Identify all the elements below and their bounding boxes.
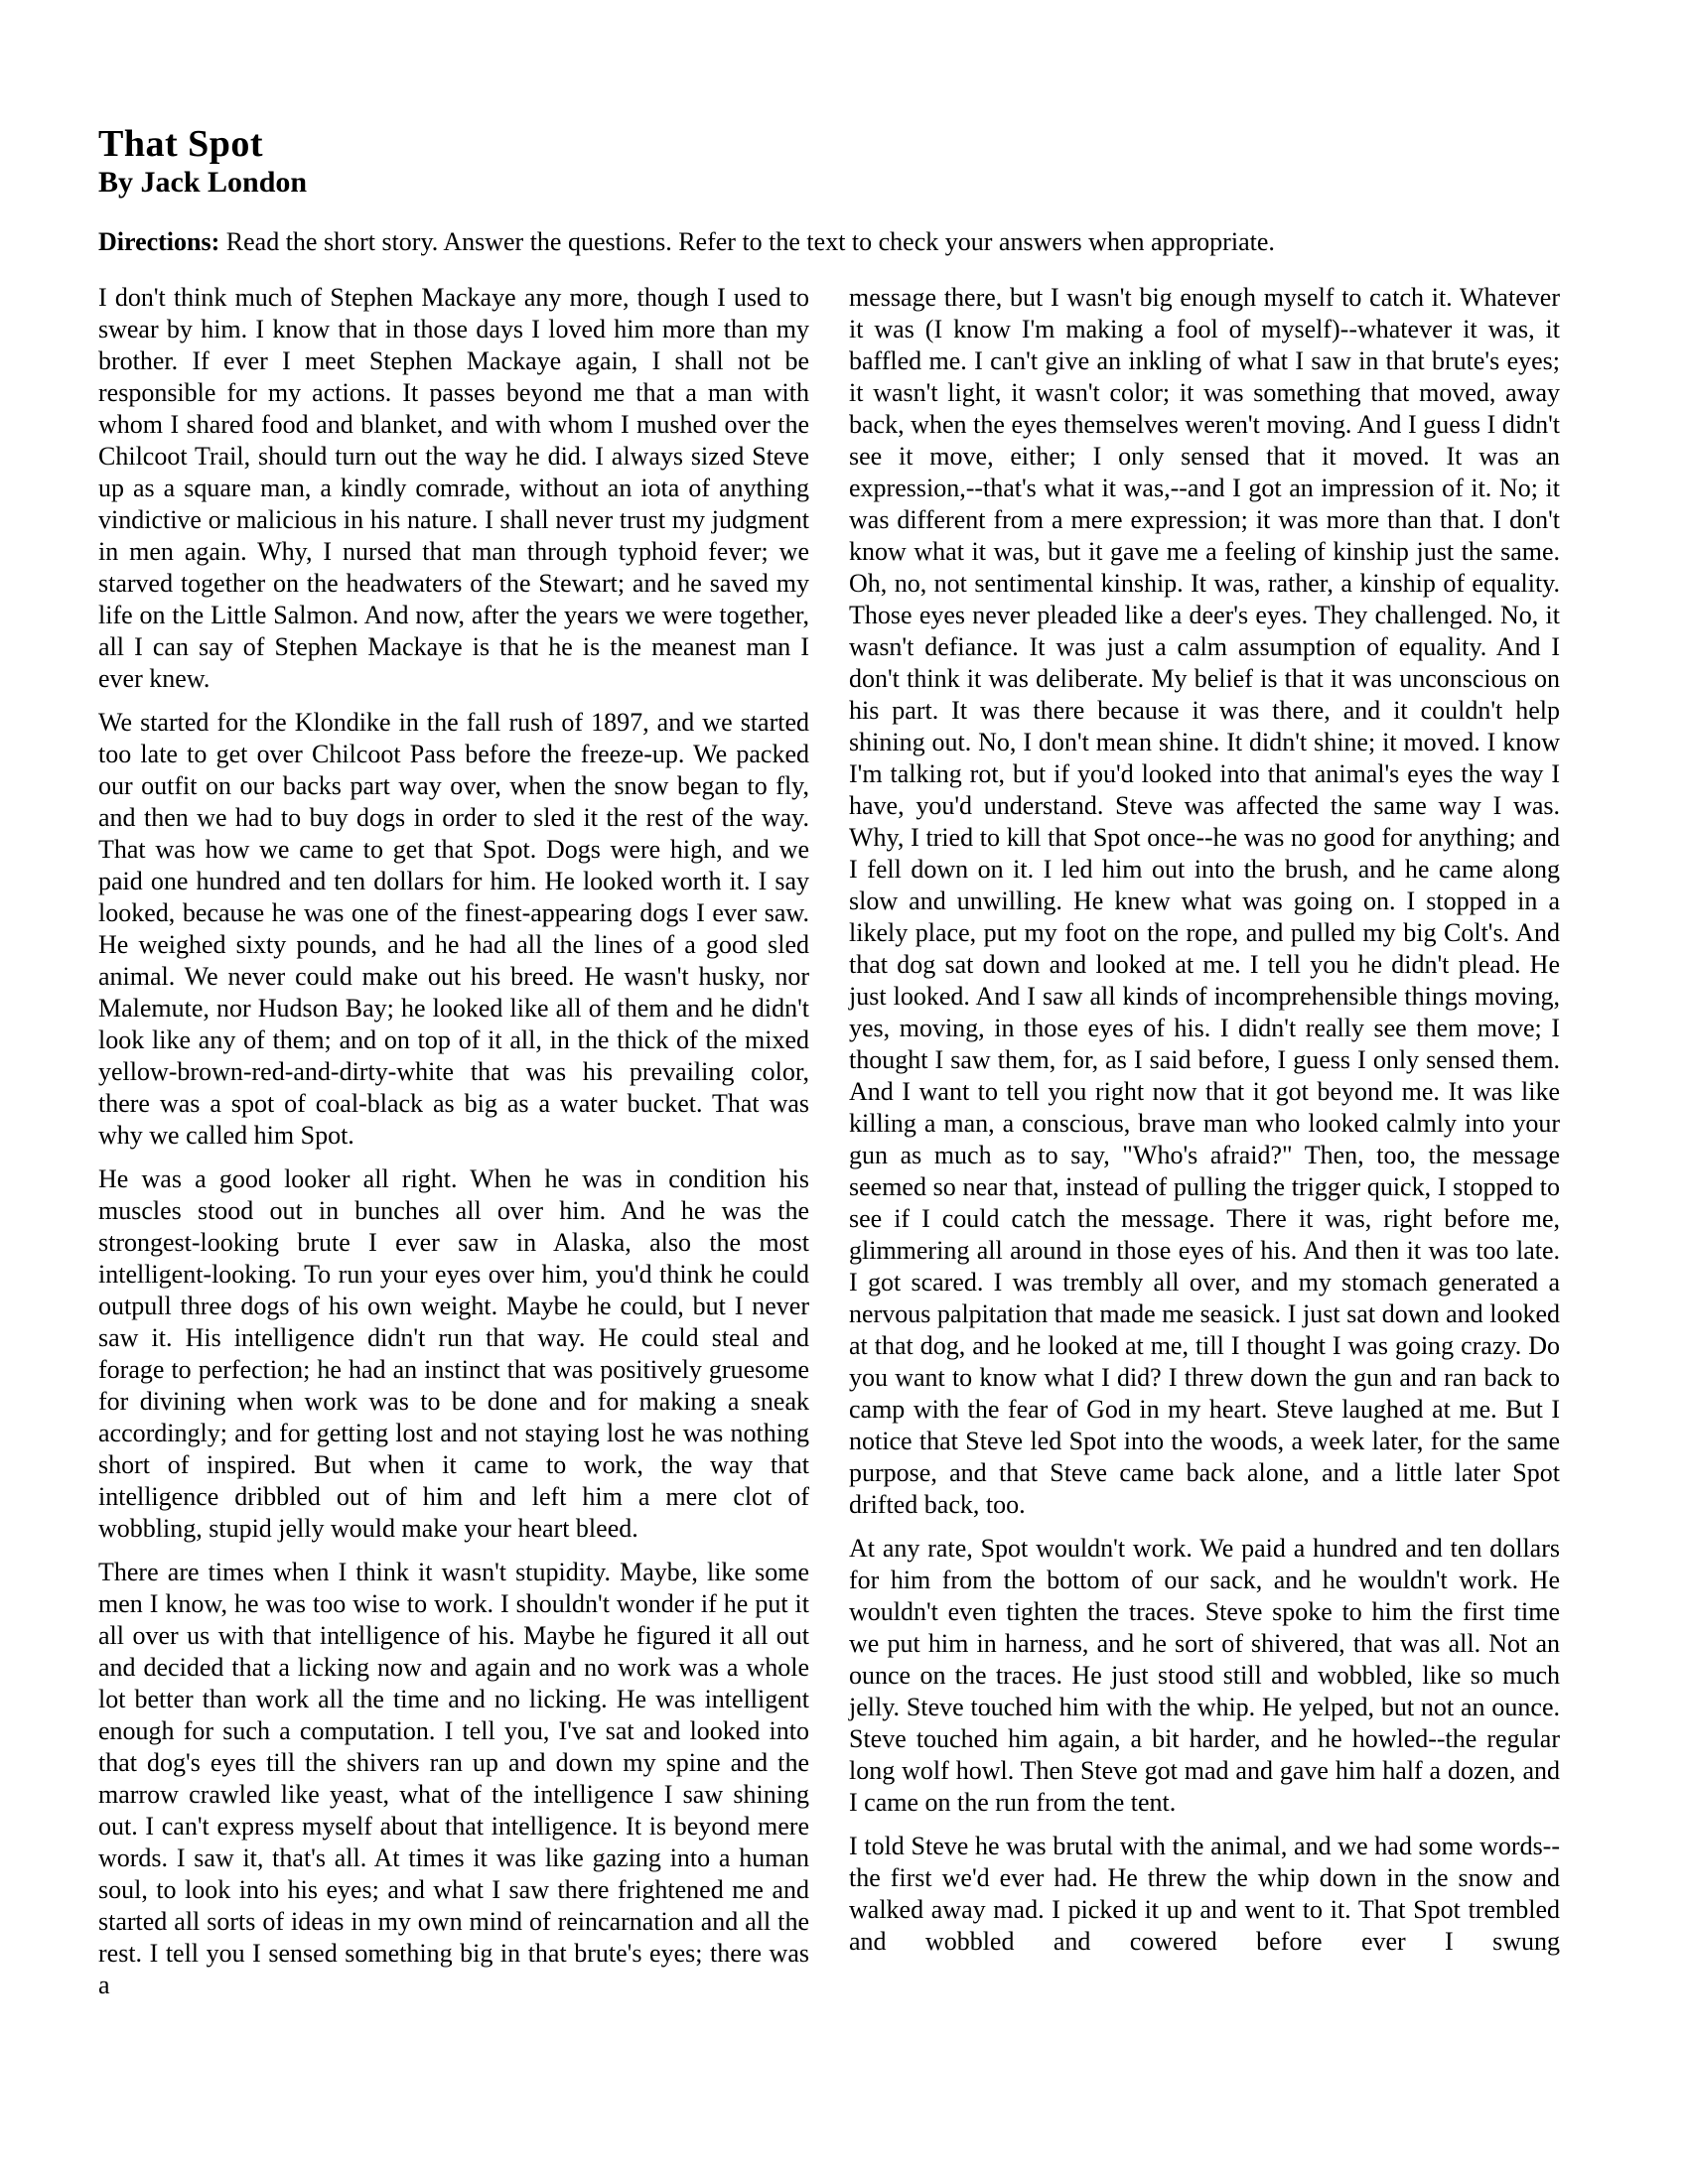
story-paragraph: There are times when I think it wasn't stupidity. Maybe, like some men I know, he was too wise to work. I shouldn't wonder if he put it all over us with that intelligence of his. Maybe he figured it all out and decided that a licking now and again and no work was a whole lot better than work all the time and no licking. He was intelligent enough for such a computation. I tell you, I've sat and looked into that dog's eyes till the shivers ran up and down my spine and the marrow crawled like yeast, what of the intelligence I saw shining out. I can't express myself about that intelligence. It is beyond mere words. I saw it, that's all. At times it was like gazing into a human soul, to look into his eyes; and what I saw there frightened me and started all sorts of ideas in my own mind of reincarnation and all the rest. I tell you I sensed something big in that brute's eyes; there was a — [98, 1558, 809, 1999]
directions-label: Directions: — [98, 227, 220, 256]
story-paragraph: He was a good looker all right. When he was in condition his muscles stood out in bunches all over him. And he was the strongest-looking brute I ever saw in Alaska, also the most intelligent-looking. To run your eyes over him, you'd think he could outpull three dogs of his own weight. Maybe he could, but I never saw it. His intelligence didn't run that way. He could steal and forage to perfection; he had an instinct that was positively gruesome for divining when work was to be done and for making a sneak accordingly; and for getting lost and not staying lost he was nothing short of inspired. But when it came to work, the way that intelligence dribbled out of him and left him a mere clot of wobbling, stupid jelly would make your heart bleed. — [98, 1164, 809, 1543]
text-column-left — [98, 282, 809, 2013]
story-paragraph: At any rate, Spot wouldn't work. We paid a hundred and ten dollars for him from the bottom of our sack, and he wouldn't work. He wouldn't even tighten the traces. Steve spoke to him the first time we put him in harness, and he sort of shivered, that was all. Not an ounce on the traces. He just stood still and wobbled, like so much jelly. Steve touched him with the whip. He yelped, but not an ounce. Steve touched him again, a bit harder, and he howled--the regular long wolf howl. Then Steve got mad and gave him half a dozen, and I came on the run from the tent. — [849, 1534, 1560, 1817]
story-columns — [98, 282, 1561, 2013]
story-paragraph: We started for the Klondike in the fall rush of 1897, and we started too late to get over Chilcoot Pass before the freeze-up. We packed our outfit on our backs part way over, when the snow began to fly, and then we had to buy dogs in order to sled it the rest of the way. That was how we came to get that Spot. Dogs were high, and we paid one hundred and ten dollars for him. He looked worth it. I say looked, because he was one of the finest-appearing dogs I ever saw. He weighed sixty pounds, and he had all the lines of a good sled animal. We never could make out his breed. He wasn't husky, nor Malemute, nor Hudson Bay; he looked like all of them and he didn't look like any of them; and on top of it all, in the thick of the mixed yellow-brown-red-and-dirty-white that was his prevailing color, there was a spot of coal-black as big as a water bucket. That was why we called him Spot. — [98, 708, 809, 1150]
directions-line — [98, 226, 1561, 258]
story-title: That Spot — [98, 123, 264, 165]
story-byline: By Jack London — [98, 166, 308, 199]
story-paragraph: I don't think much of Stephen Mackaye any more, though I used to swear by him. I know that in those days I loved him more than my brother. If ever I meet Stephen Mackaye again, I shall not be responsible for my actions. It passes beyond me that a man with whom I shared food and blanket, and with whom I mushed over the Chilcoot Trail, should turn out the way he did. I always sized Steve up as a square man, a kindly comrade, without an iota of anything vindictive or malicious in his nature. I shall never trust my judgment in men again. Why, I nursed that man through typhoid fever; we starved together on the headwaters of the Stewart; and he saved my life on the Little Salmon. And now, after the years we were together, all I can say of Stephen Mackaye is that he is the meanest man I ever knew. — [98, 283, 809, 693]
story-paragraph: message there, but I wasn't big enough myself to catch it. Whatever it was (I know I'm making a fool of myself)--whatever it was, it baffled me. I can't give an inkling of what I saw in that brute's eyes; it wasn't light, it wasn't color; it was something that moved, away back, when the eyes themselves weren't moving. And I guess I didn't see it move, either; I only sensed that it moved. It was an expression,--that's what it was,--and I got an impression of it. No; it was different from a mere expression; it was more than that. I don't know what it was, but it gave me a feeling of kinship just the same. Oh, no, not sentimental kinship. It was, rather, a kinship of equality. Those eyes never pleaded like a deer's eyes. They challenged. No, it wasn't defiance. It was just a calm assumption of equality. And I don't think it was deliberate. My belief is that it was unconscious on his part. It was there because it was there, and it couldn't help shining out. No, I don't mean shine. It didn't shine; it moved. I know I'm talking rot, but if you'd looked into that animal's eyes the way I have, you'd understand. Steve was affected the same way I was. Why, I tried to kill that Spot once--he was no good for anything; and I fell down on it. I led him out into the brush, and he came along slow and unwilling. He knew what was going on. I stopped in a likely place, put my foot on the rope, and pulled my big Colt's. And that dog sat down and looked at me. I tell you he didn't plead. He just looked. And I saw all kinds of incomprehensible things moving, yes, moving, in those eyes of his. I didn't really see them move; I thought I saw them, for, as I said before, I guess I only sensed them. And I want to tell you right now that it got beyond me. It was like killing a man, a conscious, brave man who looked calmly into your gun as much as to say, "Who's afraid?" Then, too, the message seemed so near that, instead of pulling the trigger quick, I stopped to see if I could catch the message. There it was, right before me, glimmering all around in those eyes of his. And then it was too late. I got scared. I was trembly all over, and my stomach generated a nervous palpitation that made me seasick. I just sat down and looked at that dog, and he looked at me, till I thought I was going crazy. Do you want to know what I did? I threw down the gun and ran back to camp with the fear of God in my heart. Steve laughed at me. But I notice that Steve led Spot into the woods, a week later, for the same purpose, and that Steve came back alone, and a little later Spot drifted back, too. — [849, 283, 1560, 1519]
story-paragraph: I told Steve he was brutal with the animal, and we had some words--the first we'd ever had. He threw the whip down in the snow and walked away mad. I picked it up and went to it. That Spot trembled and wobbled and cowered before ever I swung — [849, 1832, 1560, 1956]
text-column-right — [849, 282, 1560, 2013]
directions-text: Read the short story. Answer the questions. Refer to the text to check your answers when appropriate. — [219, 227, 1275, 256]
